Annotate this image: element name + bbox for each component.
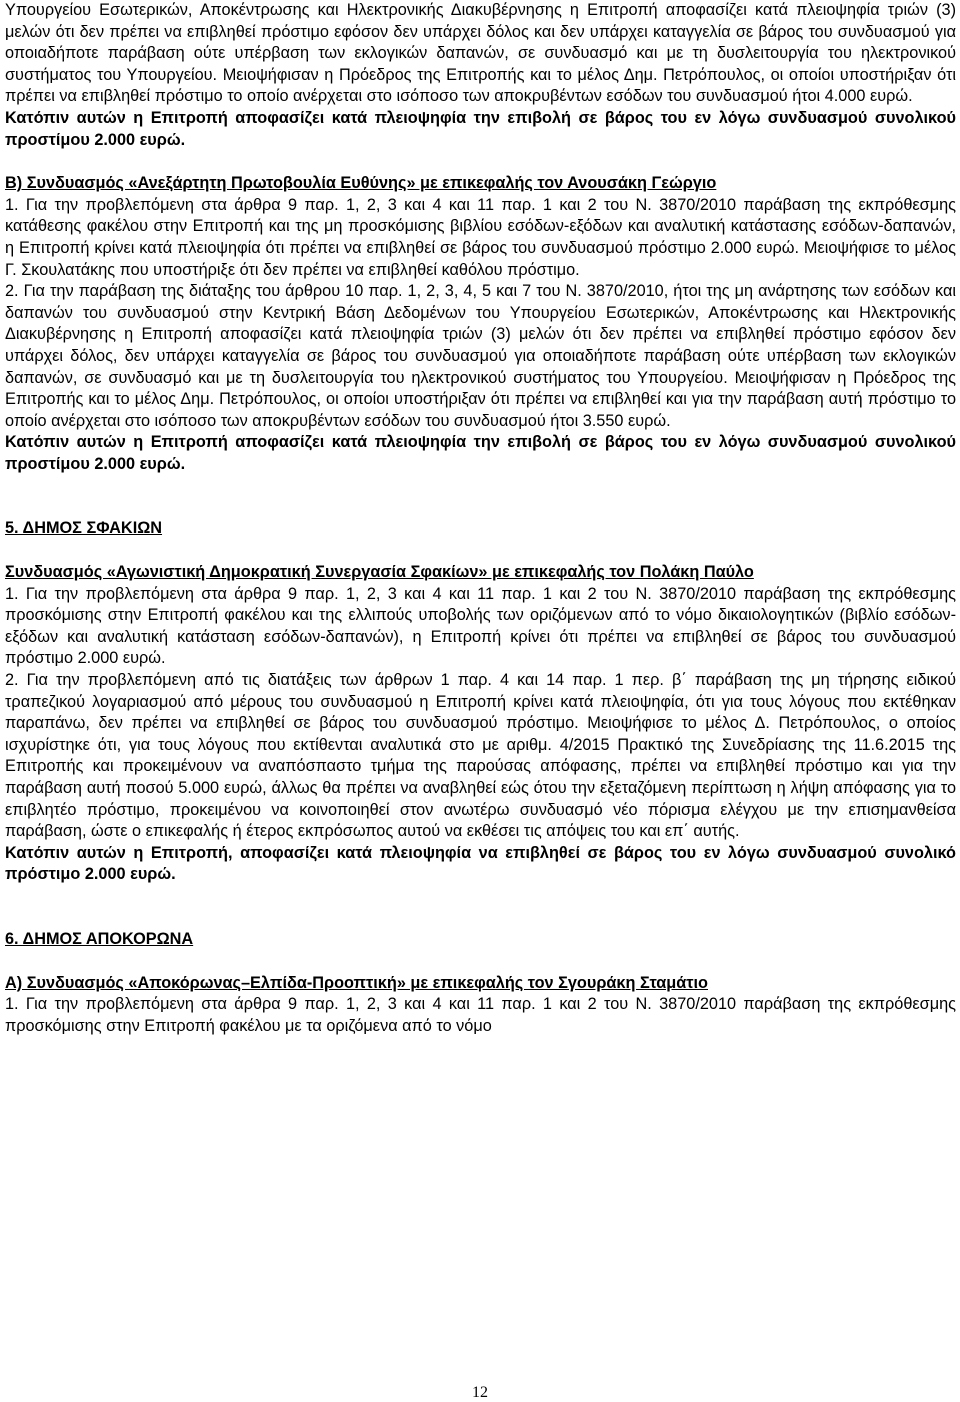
body-paragraph: 2. Για την προβλεπόμενη από τις διατάξεις των άρθρων 1 παρ. 4 και 14 παρ. 1 περ. β΄ παράβαση της μη τήρησης ειδικού τραπεζικού λογαριασμού από μέρους του συνδυασμού η Επιτροπή κρίνει κατά πλειοψηφία, ότι για τους λόγους που εκτέθηκαν παραπάνω, δεν πρέπει να επιβληθεί σε βάρος του συνδυασμού πρόστιμο. Μειοψήφισε το μέλος Δ. Πετρόπουλος, ο οποίος ισχυρίστηκε ότι, για τους λόγους που εκτίθενται αναλυτικά στο με αριθμ. 4/2015 Πρακτικό της Συνεδρίασης της 11.6.2015 της Επιτροπής και προκειμένουν να αναπόσπαστο τμήμα της παρούσας απόφασης, πρέπει να επιβληθεί πρόστιμο και για την παράβαση αυτή ποσού 5.000 ευρώ, άλλως θα πρέπει να αναβληθεί εώς ότου την εξεταζόμενη περίπτωση η λήψη απόφασης για το επιβλητέο πρόστιμο, προκειμένου να κοινοποιηθεί στον ανωτέρω συνδυασμό νέο πόρισμα ελέγχου με την επισημανθείσα παράβαση, ώστε ο επικεφαλής ή έτερος εκπρόσωπος αυτού να εκθέσει τις απόψεις του και επ΄ αυτής.: [5, 671, 956, 841]
body-paragraph: 1. Για την προβλεπόμενη στα άρθρα 9 παρ. 1, 2, 3 και 4 και 11 παρ. 1 και 2 του Ν. 3870/2010 παράβαση της εκπρόθεσμης κατάθεσης φακέλου στην Επιτροπή και της μη προσκόμισης βιβλίου εσόδων-εξόδων και αναλυτική κατάστασης εσόδων-δαπανών, η Επιτροπή κρίνει κατά πλειοψηφία ότι πρέπει να επιβληθεί σε βάρος του συνδυασμού πρόστιμο 2.000 ευρώ. Μειοψήφισε το μέλος Γ. Σκουλατάκης που υποστήριξε ότι δεν πρέπει να επιβληθεί καθόλου πρόστιμο.: [5, 195, 956, 279]
decision-paragraph: Κατόπιν αυτών η Επιτροπή αποφασίζει κατά πλειοψηφία την επιβολή σε βάρος του εν λόγω συνδυασμού συνολικού προστίμου 2.000 ευρώ.: [5, 433, 956, 473]
decision-paragraph: Κατόπιν αυτών η Επιτροπή, αποφασίζει κατά πλειοψηφία να επιβληθεί σε βάρος του εν λόγω συνδυασμού συνολικό πρόστιμο 2.000 ευρώ.: [5, 843, 956, 884]
section-heading: 6. ΔΗΜΟΣ ΑΠΟΚΟΡΩΝΑ: [5, 929, 194, 948]
section-heading: Συνδυασμός «Αγωνιστική Δημοκρατική Συνεργασία Σφακίων» με επικεφαλής τον Πολάκη Παύλο: [5, 563, 754, 582]
paragraph-spacer: [5, 475, 956, 518]
section-heading: Α) Συνδυασμός «Αποκόρωνας–Ελπίδα-Προοπτική» με επικεφαλής τον Σγουράκη Σταμάτιο: [5, 973, 709, 992]
body-paragraph: 1. Για την προβλεπόμενη στα άρθρα 9 παρ. 1, 2, 3 και 4 και 11 παρ. 1 και 2 του Ν. 3870/2010 παράβαση της εκπρόθεσμης προσκόμισης στην Επιτροπή φακέλου και της ελλιπούς υποβολής των οριζόμενων από το νόμο δικαιολογητικών (βιβλίο εσόδων-εξόδων και αναλυτική κατάσταση εσόδων-δαπανών), η Επιτροπή κρίνει ότι πρέπει να επιβληθεί σε βάρος του συνδυασμού πρόστιμο 2.000 ευρώ.: [5, 584, 956, 668]
paragraph-spacer: [5, 886, 956, 929]
section-heading: 5. ΔΗΜΟΣ ΣΦΑΚΙΩΝ: [5, 519, 163, 538]
body-paragraph: 2. Για την παράβαση της διάταξης του άρθρου 10 παρ. 1, 2, 3, 4, 5 και 7 του Ν. 3870/2010, ήτοι της μη ανάρτησης των εσόδων και δαπανών του συνδυασμού στην Κεντρική Βάση Δεδομένων του Υπουργείου Εσωτερικών, Αποκέντρωσης και Ηλεκτρονικής Διακυβέρνησης η Επιτροπή αποφασίζει κατά πλειοψηφία τριών (3) μελών ότι δεν πρέπει να επιβληθεί πρόστιμο εφόσον δεν υπάρχει δόλος, δεν υπάρχει καταγγελία σε βάρος του συνδυασμού για οποιαδήποτε παράβαση ούτε υπέρβαση των εκλογικών δαπανών, σε συνδυασμό και με τη δυσλειτουργία του ηλεκτρονικού συστήματος του Υπουργείου. Μειοψήφισαν η Πρόεδρος της Επιτροπής και το μέλος Δημ. Πετρόπουλος, οι οποίοι υποστήριξαν ότι πρέπει να επιβληθεί και για την παράβαση αυτή πρόστιμο το οποίο ανέρχεται στο ισόποσο των αποκρυβέντων εσόδων του συνδυασμού ήτοι 3.550 ευρώ.: [5, 282, 956, 430]
paragraph-spacer: [5, 951, 956, 973]
body-paragraph: 1. Για την προβλεπόμενη στα άρθρα 9 παρ. 1, 2, 3 και 4 και 11 παρ. 1 και 2 του Ν. 3870/2010 παράβαση της εκπρόθεσμης προσκόμισης στην Επιτροπή φακέλου με τα οριζόμενα από το νόμο: [5, 995, 956, 1035]
paragraph-spacer: [5, 151, 956, 173]
document-page: [5, 0, 956, 1037]
page-number: 12: [472, 1384, 488, 1401]
paragraph-spacer: [5, 540, 956, 562]
section-heading: Β) Συνδυασμός «Ανεξάρτητη Πρωτοβουλία Ευθύνης» με επικεφαλής τον Ανουσάκη Γεώργιο: [5, 174, 717, 193]
decision-paragraph: Κατόπιν αυτών η Επιτροπή αποφασίζει κατά πλειοψηφία την επιβολή σε βάρος του εν λόγω συνδυασμού συνολικού προστίμου 2.000 ευρώ.: [5, 108, 956, 149]
body-paragraph: Υπουργείου Εσωτερικών, Αποκέντρωσης και Ηλεκτρονικής Διακυβέρνησης η Επιτροπή αποφασίζει κατά πλειοψηφία τριών (3) μελών ότι δεν πρέπει να επιβληθεί πρόστιμο εφόσον δεν υπάρχει δόλος και δεν υπάρχει καταγγελία σε βάρος του συνδυασμού για οποιαδήποτε παράβαση ούτε υπέρβαση των εκλογικών δαπανών, σε συνδυασμό και με τη δυσλειτουργία του ηλεκτρονικού συστήματος του Υπουργείου. Μειοψήφισαν η Πρόεδρος της Επιτροπής και το μέλος Δημ. Πετρόπουλος, οι οποίοι υποστήριξαν ότι πρέπει να επιβληθεί πρόστιμο το οποίο ανέρχεται στο ισόποσο των αποκρυβέντων εσόδων του συνδυασμού ήτοι 4.000 ευρώ.: [5, 1, 956, 106]
